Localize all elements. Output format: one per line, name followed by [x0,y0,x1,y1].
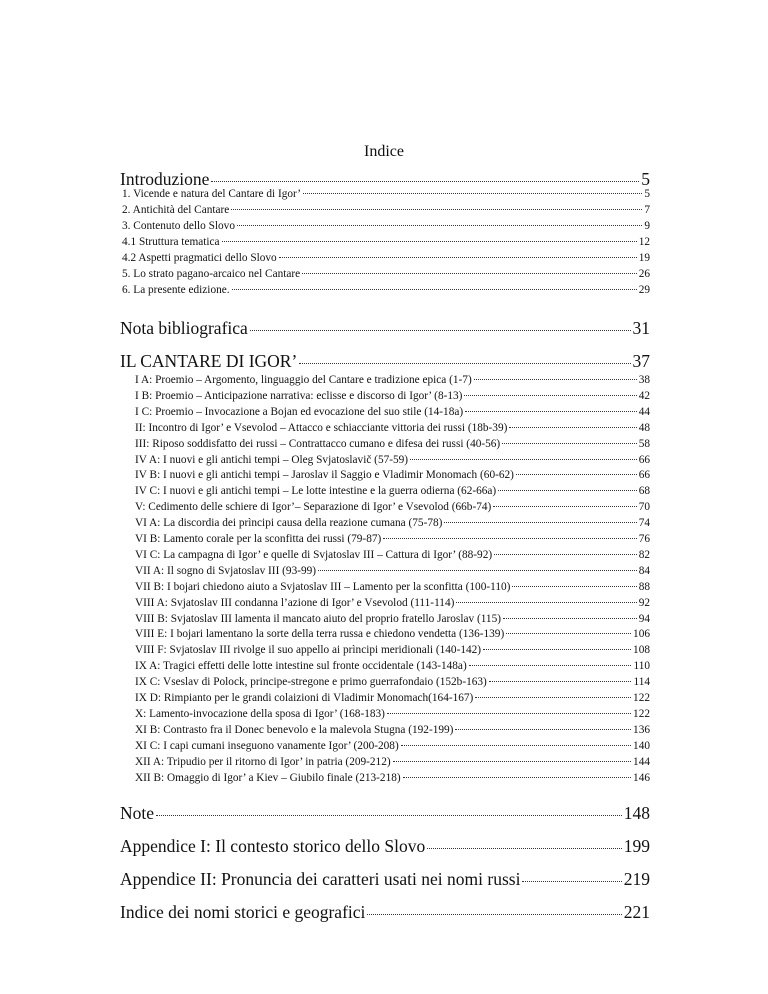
dot-leader [299,363,630,364]
toc-subentry[interactable] [122,284,650,300]
toc-page-number: 5 [641,169,650,189]
toc-entry-label: Appendice I: Il contesto storico dello Slovo [120,836,426,856]
dot-leader [502,443,637,444]
dot-leader [465,411,637,412]
toc-entry-label: IX C: Vseslav di Polock, principe-stregone e primo guerrafondaio (152b-163) [135,676,487,688]
toc-entry-label: Introduzione [120,169,210,189]
toc-subentry[interactable] [135,597,650,613]
toc-entry-label: XI B: Contrasto fra il Donec benevolo e la malevola Stugna (192-199) [135,724,454,736]
toc-subentry[interactable] [135,676,650,692]
toc-entry-label: I C: Proemio – Invocazione a Bojan ed evocazione del suo stile (14-18a) [135,406,464,418]
dot-leader [469,665,632,666]
toc-subentry[interactable] [135,469,650,485]
dot-leader [222,241,637,242]
dot-leader [455,729,631,730]
toc-subentry[interactable] [135,438,650,454]
dot-leader [498,490,637,491]
toc-subentry[interactable] [135,390,650,406]
dot-leader [231,209,642,210]
toc-entry-label: XII A: Tripudio per il ritorno di Igor’ in patria (209-212) [135,756,391,768]
toc-entry-label: 2. Antichità del Cantare [122,204,230,216]
toc-subentry[interactable] [122,268,650,284]
toc-entry-label: Nota bibliografica [120,318,248,338]
dot-leader [512,586,636,587]
dot-leader [493,506,636,507]
toc-section-entry[interactable] [120,318,650,340]
toc-subentry[interactable] [135,756,650,772]
dot-leader [401,745,631,746]
toc-subentry[interactable] [122,188,650,204]
dot-leader [387,713,631,714]
toc-subentry[interactable] [135,533,650,549]
toc-section-entry[interactable] [120,803,650,825]
toc-page-number: 19 [638,252,650,264]
toc-subentry[interactable] [135,708,650,724]
toc-entry-label: X: Lamento-invocazione della sposa di Igor’ (168-183) [135,708,385,720]
dot-leader [456,602,636,603]
dot-leader [403,777,631,778]
toc-subentry[interactable] [135,374,650,390]
toc-entry-label: VIII F: Svjatoslav III rivolge il suo appello ai prìncipi meridionali (140-142) [135,644,482,656]
toc-page-number: 146 [633,772,650,784]
dot-leader [494,554,637,555]
toc-entry-label: VI B: Lamento corale per la sconfitta dei russi (79-87) [135,533,382,545]
toc-page-number: 140 [633,740,650,752]
toc-page-number: 29 [638,284,650,296]
toc-page-number: 9 [644,220,650,232]
toc-page-number: 37 [632,351,650,371]
toc-subentry[interactable] [135,517,650,533]
toc-subentry[interactable] [135,501,650,517]
dot-leader [393,761,631,762]
toc-subentry[interactable] [135,660,650,676]
toc-subentry[interactable] [135,485,650,501]
dot-leader [516,474,637,475]
toc-page-number: 12 [638,236,650,248]
toc-page-number: 70 [638,501,650,513]
toc-page-number: 144 [633,756,650,768]
toc-page-number: 31 [632,318,650,338]
toc-subentry[interactable] [122,220,650,236]
toc-subentry[interactable] [135,740,650,756]
dot-leader [211,181,639,182]
toc-entry-label: 5. Lo strato pagano-arcaico nel Cantare [122,268,301,280]
toc-page-number: 38 [638,374,650,386]
toc-section-entry[interactable] [120,836,650,858]
toc-entry-label: III: Riposo soddisfatto dei russi – Contrattacco cumano e difesa dei russi (40-56) [135,438,501,450]
toc-entry-label: Indice dei nomi storici e geografici [120,902,366,922]
toc-page-number: 219 [623,869,650,889]
toc-entry-label: II: Incontro di Igor’ e Vsevolod – Attacco e schiacciante vittoria dei russi (18b-39) [135,422,508,434]
dot-leader [237,225,642,226]
page-title: Indice [364,143,404,160]
dot-leader [444,522,636,523]
dot-leader [503,618,637,619]
toc-page-number: 136 [633,724,650,736]
toc-page-number: 94 [638,613,650,625]
toc-page-number: 66 [638,454,650,466]
toc-page-number: 221 [623,902,650,922]
dot-leader [279,257,637,258]
toc-page-number: 88 [638,581,650,593]
toc-page-number: 58 [638,438,650,450]
toc-entry-label: IV B: I nuovi e gli antichi tempi – Jaroslav il Saggio e Vladimir Monomach (60-62) [135,469,514,481]
toc-entry-label: Appendice II: Pronuncia dei caratteri usati nei nomi russi [120,869,521,889]
dot-leader [474,379,637,380]
toc-subentry[interactable] [122,204,650,220]
toc-page-number: 48 [638,422,650,434]
toc-subentry[interactable] [135,772,650,788]
toc-section-entry[interactable] [120,902,650,924]
toc-entry-label: XII B: Omaggio di Igor’ a Kiev – Giubilo finale (213-218) [135,772,401,784]
dot-leader [522,881,621,882]
dot-leader [483,649,631,650]
toc-page-number: 82 [638,549,650,561]
toc-entry-label: I A: Proemio – Argomento, linguaggio del Cantare e tradizione epica (1-7) [135,374,472,386]
toc-entry-label: IX D: Rimpianto per le grandi colaizioni di Vladimir Monomach(164-167) [135,692,474,704]
toc-page-number: 114 [633,676,650,688]
toc-page-number: 148 [623,803,650,823]
toc-page-number: 84 [638,565,650,577]
toc-subentry[interactable] [135,581,650,597]
toc-subentry[interactable] [122,236,650,252]
toc-entry-label: V: Cedimento delle schiere di Igor’– Separazione di Igor’ e Vsevolod (66b-74) [135,501,492,513]
toc-page-number: 106 [633,628,650,640]
dot-leader [427,848,622,849]
toc-page-number: 76 [638,533,650,545]
toc-subentry[interactable] [135,454,650,470]
dot-leader [509,427,636,428]
toc-subentry[interactable] [135,549,650,565]
toc-page-number: 199 [623,836,650,856]
toc-page-number: 66 [638,469,650,481]
toc-entry-label: IL CANTARE DI IGOR’ [120,351,298,371]
toc-subentry[interactable] [135,692,650,708]
toc-subentry[interactable] [135,565,650,581]
toc-page-number: 92 [638,597,650,609]
toc-page-number: 122 [633,692,650,704]
toc-entry-label: 4.1 Struttura tematica [122,236,220,248]
toc-subentry[interactable] [122,252,650,268]
dot-leader [232,289,637,290]
toc-entry-label: VI A: La discordia dei prìncipi causa della reazione cumana (75-78) [135,517,443,529]
toc-page-number: 108 [633,644,650,656]
toc-subentry[interactable] [135,613,650,629]
toc-entry-label: VI C: La campagna di Igor’ e quelle di Svjatoslav III – Cattura di Igor’ (88-92) [135,549,493,561]
toc-section-entry[interactable] [120,351,650,373]
toc-subentry[interactable] [135,406,650,422]
toc-page-number: 7 [644,204,650,216]
toc-entry-label: Note [120,803,155,823]
toc-entry-label: VIII B: Svjatoslav III lamenta il mancato aiuto del proprio fratello Jaroslav (115) [135,613,501,625]
toc-page-number: 122 [633,708,650,720]
toc-entry-label: VIII E: I bojari lamentano la sorte della terra russa e chiedono vendetta (136-139) [135,628,505,640]
toc-page-number: 42 [638,390,650,402]
toc-entry-label: IV C: I nuovi e gli antichi tempi – Le lotte intestine e la guerra odierna (62-66a) [135,485,497,497]
toc-page-number: 26 [638,268,650,280]
dot-leader [250,330,631,331]
toc-entry-label: 3. Contenuto dello Slovo [122,220,235,232]
toc-subentry[interactable] [135,422,650,438]
toc-entry-label: I B: Proemio – Anticipazione narrativa: eclisse e discorso di Igor’ (8-13) [135,390,463,402]
dot-leader [383,538,636,539]
dot-leader [303,193,642,194]
toc-page-number: 5 [644,188,650,200]
toc-entry-label: IX A: Tragici effetti delle lotte intestine sul fronte occidentale (143-148a) [135,660,467,672]
toc-entry-label: VII A: Il sogno di Svjatoslav III (93-99) [135,565,317,577]
toc-page-number: 74 [638,517,650,529]
toc-subentry[interactable] [135,724,650,740]
toc-entry-label: XI C: I capi cumani inseguono vanamente Igor’ (200-208) [135,740,399,752]
toc-subentry[interactable] [135,644,650,660]
dot-leader [410,459,637,460]
toc-section-entry[interactable] [120,869,650,891]
dot-leader [156,815,622,816]
dot-leader [367,914,621,915]
toc-entry-label: VIII A: Svjatoslav III condanna l’azione di Igor’ e Vsevolod (111-114) [135,597,455,609]
toc-entry-label: VII B: I bojari chiedono aiuto a Svjatoslav III – Lamento per la sconfitta (100-110) [135,581,511,593]
dot-leader [489,681,632,682]
toc-subentry[interactable] [135,628,650,644]
toc-page-number: 44 [638,406,650,418]
dot-leader [302,273,637,274]
dot-leader [318,570,637,571]
toc-entry-label: 4.2 Aspetti pragmatici dello Slovo [122,252,277,264]
toc-page-number: 110 [633,660,650,672]
toc-entry-label: 6. La presente edizione. [122,284,230,296]
toc-page-number: 68 [638,485,650,497]
toc-entry-label: IV A: I nuovi e gli antichi tempi – Oleg Svjatoslavič (57-59) [135,454,409,466]
dot-leader [506,633,631,634]
dot-leader [464,395,636,396]
toc-entry-label: 1. Vicende e natura del Cantare di Igor’ [122,188,301,200]
dot-leader [475,697,631,698]
